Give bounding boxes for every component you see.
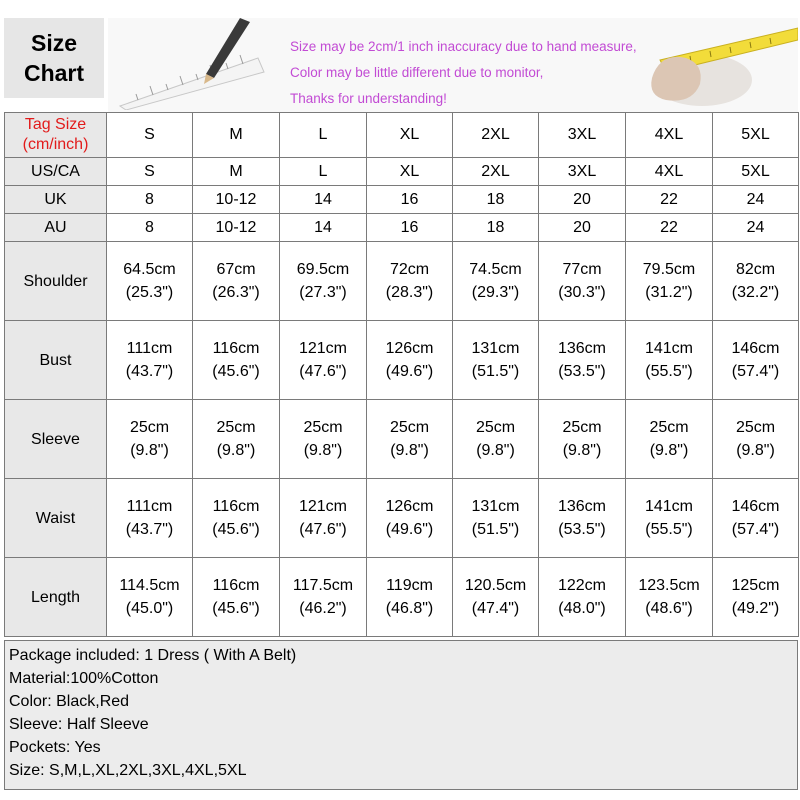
table-cell — [107, 479, 193, 558]
row-header — [5, 321, 107, 400]
cell-cm: 25cm — [562, 419, 602, 436]
cell-cm: 121cm — [298, 498, 348, 515]
cell-cm: 77cm — [562, 261, 602, 278]
cell-value: 10-12 — [215, 218, 257, 236]
cell-inch: (32.2") — [731, 284, 780, 301]
cell-inch: (57.4") — [731, 363, 780, 380]
cell-value: 22 — [660, 190, 678, 208]
cell-inch: (29.3") — [471, 284, 520, 301]
cell-cm: 64.5cm — [123, 261, 176, 278]
cell-value: 20 — [573, 218, 591, 236]
cell-inch: (9.8") — [130, 442, 169, 459]
cell-cm: 146cm — [731, 340, 780, 357]
cell-cm: 72cm — [389, 261, 430, 278]
cell-inch: (55.5") — [645, 363, 693, 380]
note-line: Thanks for understanding! — [290, 91, 447, 106]
cell-inch: (27.3") — [299, 284, 347, 301]
cell-inch: (43.7") — [125, 521, 174, 538]
row-header — [5, 214, 107, 242]
cell-value: 4XL — [654, 126, 684, 143]
table-cell — [367, 558, 453, 637]
table-row — [5, 400, 799, 479]
table-cell — [626, 158, 713, 186]
row-header — [5, 186, 107, 214]
cell-value: 18 — [486, 190, 505, 208]
table-cell — [539, 113, 626, 158]
table-cell — [713, 242, 799, 321]
cell-value: 14 — [314, 190, 332, 208]
table-cell — [107, 158, 193, 186]
cell-value: 8 — [145, 190, 154, 208]
table-cell — [280, 158, 367, 186]
cell-cm: 125cm — [731, 577, 780, 594]
table-cell — [367, 400, 453, 479]
table-cell — [713, 558, 799, 637]
chart-title — [4, 18, 104, 98]
row-header-label: US/CA — [31, 162, 80, 180]
cell-cm: 131cm — [471, 498, 520, 515]
table-cell — [280, 400, 367, 479]
table-cell — [539, 558, 626, 637]
cell-inch: (47.6") — [299, 363, 347, 380]
table-cell — [626, 214, 713, 242]
cell-cm: 79.5cm — [642, 261, 696, 278]
cell-value: XL — [399, 126, 420, 143]
cell-value: 2XL — [481, 162, 510, 180]
table-cell — [193, 558, 280, 637]
cell-inch: (46.8") — [385, 600, 434, 617]
table-cell — [626, 400, 713, 479]
cell-cm: 121cm — [298, 340, 348, 357]
table-cell — [713, 214, 799, 242]
row-header-label: Sleeve — [31, 430, 80, 448]
cell-value: 4XL — [654, 162, 684, 180]
table-cell — [280, 242, 367, 321]
cell-cm: 146cm — [731, 498, 780, 515]
table-cell — [107, 186, 193, 214]
cell-cm: 141cm — [644, 340, 694, 357]
cell-inch: (45.6") — [212, 363, 260, 380]
cell-value: 16 — [400, 218, 419, 236]
cell-value: S — [144, 162, 155, 180]
row-header-label: Length — [31, 588, 80, 606]
detail-line: Package included: 1 Dress ( With A Belt) — [9, 647, 297, 664]
cell-value: 18 — [486, 218, 505, 236]
table-cell — [193, 321, 280, 400]
table-cell — [367, 113, 453, 158]
cell-inch: (28.3") — [385, 284, 434, 301]
table-cell — [367, 186, 453, 214]
table-cell — [107, 214, 193, 242]
table-row — [5, 321, 799, 400]
cell-cm: 25cm — [389, 419, 430, 436]
cell-inch: (51.5") — [471, 521, 520, 538]
table-cell — [367, 479, 453, 558]
table-row — [5, 214, 799, 242]
cell-inch: (48.6") — [645, 600, 693, 617]
cell-cm: 111cm — [126, 340, 173, 357]
cell-cm: 25cm — [649, 419, 689, 436]
table-cell — [193, 242, 280, 321]
cell-value: 2XL — [481, 126, 510, 143]
table-cell — [713, 158, 799, 186]
table-cell — [193, 400, 280, 479]
table-cell — [539, 321, 626, 400]
cell-value: 20 — [573, 190, 591, 208]
table-cell — [626, 113, 713, 158]
table-cell — [713, 186, 799, 214]
table-cell — [453, 242, 539, 321]
cell-inch: (9.8") — [649, 442, 689, 459]
table-cell — [107, 242, 193, 321]
row-header-label: Waist — [35, 509, 76, 527]
table-row — [5, 186, 799, 214]
tag-size-label-line: Tag Size — [24, 116, 87, 133]
table-cell — [280, 321, 367, 400]
row-header-label: AU — [44, 218, 67, 236]
table-cell — [193, 479, 280, 558]
table-cell — [539, 400, 626, 479]
cell-inch: (26.3") — [212, 284, 260, 301]
cell-inch: (49.2") — [731, 600, 780, 617]
table-cell — [626, 186, 713, 214]
cell-inch: (9.8") — [216, 442, 256, 459]
row-header-tag-size — [5, 113, 107, 158]
cell-inch: (46.2") — [299, 600, 347, 617]
tag-size-label — [5, 115, 106, 155]
row-header — [5, 558, 107, 637]
cell-inch: (25.3") — [125, 284, 174, 301]
table-cell — [367, 214, 453, 242]
cell-cm: 25cm — [303, 419, 343, 436]
cell-cm: 123.5cm — [638, 577, 700, 594]
cell-cm: 116cm — [212, 577, 260, 594]
table-cell — [453, 186, 539, 214]
table-cell — [453, 400, 539, 479]
table-cell — [539, 158, 626, 186]
table-cell — [107, 321, 193, 400]
table-cell — [713, 400, 799, 479]
cell-inch: (45.6") — [212, 600, 260, 617]
cell-inch: (9.8") — [303, 442, 343, 459]
cell-inch: (9.8") — [390, 442, 429, 459]
table-cell — [713, 321, 799, 400]
row-header-label: Shoulder — [23, 272, 88, 290]
cell-cm: 25cm — [475, 419, 516, 436]
row-header — [5, 400, 107, 479]
cell-inch: (55.5") — [645, 521, 693, 538]
cell-cm: 25cm — [216, 419, 256, 436]
cell-cm: 136cm — [557, 498, 607, 515]
cell-inch: (48.0") — [558, 600, 606, 617]
table-cell — [453, 321, 539, 400]
cell-inch: (45.0") — [125, 600, 174, 617]
table-cell — [107, 113, 193, 158]
table-cell — [280, 214, 367, 242]
table-cell — [539, 479, 626, 558]
table-row — [5, 113, 799, 158]
table-cell — [626, 479, 713, 558]
cell-inch: (47.4") — [471, 600, 520, 617]
chart-title-line-1: Size — [30, 30, 78, 56]
table-cell — [280, 558, 367, 637]
cell-cm: 136cm — [557, 340, 607, 357]
table-cell — [453, 113, 539, 158]
cell-inch: (31.2") — [645, 284, 693, 301]
cell-inch: (45.6") — [212, 521, 260, 538]
chart-title-line-2: Chart — [23, 60, 85, 86]
table-cell — [107, 558, 193, 637]
cell-value: L — [318, 126, 328, 143]
row-header — [5, 158, 107, 186]
table-cell — [367, 242, 453, 321]
cell-cm: 111cm — [126, 498, 173, 515]
cell-inch: (43.7") — [125, 363, 174, 380]
table-cell — [367, 321, 453, 400]
cell-inch: (49.6") — [385, 521, 434, 538]
cell-inch: (9.8") — [562, 442, 602, 459]
cell-value: 5XL — [741, 126, 770, 143]
cell-cm: 116cm — [212, 340, 260, 357]
cell-cm: 114.5cm — [119, 577, 180, 594]
cell-value: S — [144, 126, 155, 143]
size-table — [4, 112, 799, 637]
table-row — [5, 158, 799, 186]
detail-line: Size: S,M,L,XL,2XL,3XL,4XL,5XL — [9, 762, 247, 779]
cell-value: 5XL — [741, 162, 770, 180]
cell-cm: 131cm — [471, 340, 520, 357]
row-header — [5, 479, 107, 558]
table-row — [5, 479, 799, 558]
cell-cm: 25cm — [129, 419, 170, 436]
cell-cm: 126cm — [385, 498, 434, 515]
cell-value: 16 — [400, 190, 419, 208]
table-cell — [193, 113, 280, 158]
tag-size-label-line: (cm/inch) — [22, 136, 89, 153]
detail-line: Material:100%Cotton — [9, 670, 159, 687]
table-cell — [713, 479, 799, 558]
cell-value: M — [229, 126, 243, 143]
row-header — [5, 242, 107, 321]
cell-value: L — [318, 162, 328, 180]
hand-tape-measure-illustration — [630, 18, 798, 110]
cell-inch: (49.6") — [385, 363, 434, 380]
cell-value: 14 — [314, 218, 332, 236]
cell-cm: 69.5cm — [296, 261, 350, 278]
cell-cm: 119cm — [386, 577, 433, 594]
cell-inch: (51.5") — [471, 363, 520, 380]
detail-line: Sleeve: Half Sleeve — [9, 716, 149, 733]
table-cell — [280, 479, 367, 558]
table-row — [5, 558, 799, 637]
table-cell — [453, 214, 539, 242]
cell-inch: (47.6") — [299, 521, 347, 538]
cell-cm: 116cm — [212, 498, 260, 515]
table-cell — [107, 400, 193, 479]
cell-inch: (30.3") — [558, 284, 606, 301]
table-cell — [193, 214, 280, 242]
table-cell — [626, 242, 713, 321]
cell-inch: (53.5") — [558, 363, 606, 380]
chart-header — [0, 0, 800, 112]
cell-value: 3XL — [567, 126, 597, 143]
cell-value: M — [229, 162, 243, 180]
table-cell — [193, 158, 280, 186]
cell-cm: 120.5cm — [464, 577, 527, 594]
cell-cm: 122cm — [557, 577, 607, 594]
notes — [290, 34, 637, 112]
table-row — [5, 242, 799, 321]
cell-inch: (57.4") — [731, 521, 780, 538]
cell-value: 8 — [145, 218, 154, 236]
table-cell — [193, 186, 280, 214]
product-details — [4, 640, 798, 790]
table-cell — [453, 558, 539, 637]
cell-value: 24 — [746, 218, 765, 236]
table-cell — [539, 186, 626, 214]
cell-cm: 117.5cm — [292, 577, 354, 594]
note-line: Color may be little different due to monitor, — [290, 65, 544, 80]
detail-line: Pockets: Yes — [9, 739, 101, 756]
cell-value: 22 — [660, 218, 678, 236]
cell-value: 24 — [746, 190, 765, 208]
table-cell — [367, 158, 453, 186]
table-cell — [280, 113, 367, 158]
table-cell — [453, 479, 539, 558]
table-cell — [626, 321, 713, 400]
table-cell — [626, 558, 713, 637]
cell-value: XL — [399, 162, 420, 180]
cell-cm: 126cm — [385, 340, 434, 357]
cell-cm: 141cm — [644, 498, 694, 515]
cell-inch: (53.5") — [558, 521, 606, 538]
row-header-label: UK — [44, 190, 67, 208]
table-cell — [539, 214, 626, 242]
cell-cm: 74.5cm — [469, 261, 522, 278]
row-header-label: Bust — [39, 351, 72, 369]
cell-inch: (9.8") — [476, 442, 515, 459]
cell-cm: 67cm — [216, 261, 256, 278]
cell-cm: 25cm — [735, 419, 776, 436]
cell-inch: (9.8") — [736, 442, 775, 459]
cell-value: 3XL — [567, 162, 597, 180]
cell-cm: 82cm — [735, 261, 776, 278]
table-cell — [713, 113, 799, 158]
detail-line: Color: Black,Red — [9, 693, 130, 710]
table-cell — [539, 242, 626, 321]
table-cell — [453, 158, 539, 186]
note-line: Size may be 2cm/1 inch inaccuracy due to hand measure, — [290, 39, 637, 54]
pencil-ruler-illustration — [118, 18, 268, 110]
table-cell — [280, 186, 367, 214]
cell-value: 10-12 — [215, 190, 257, 208]
